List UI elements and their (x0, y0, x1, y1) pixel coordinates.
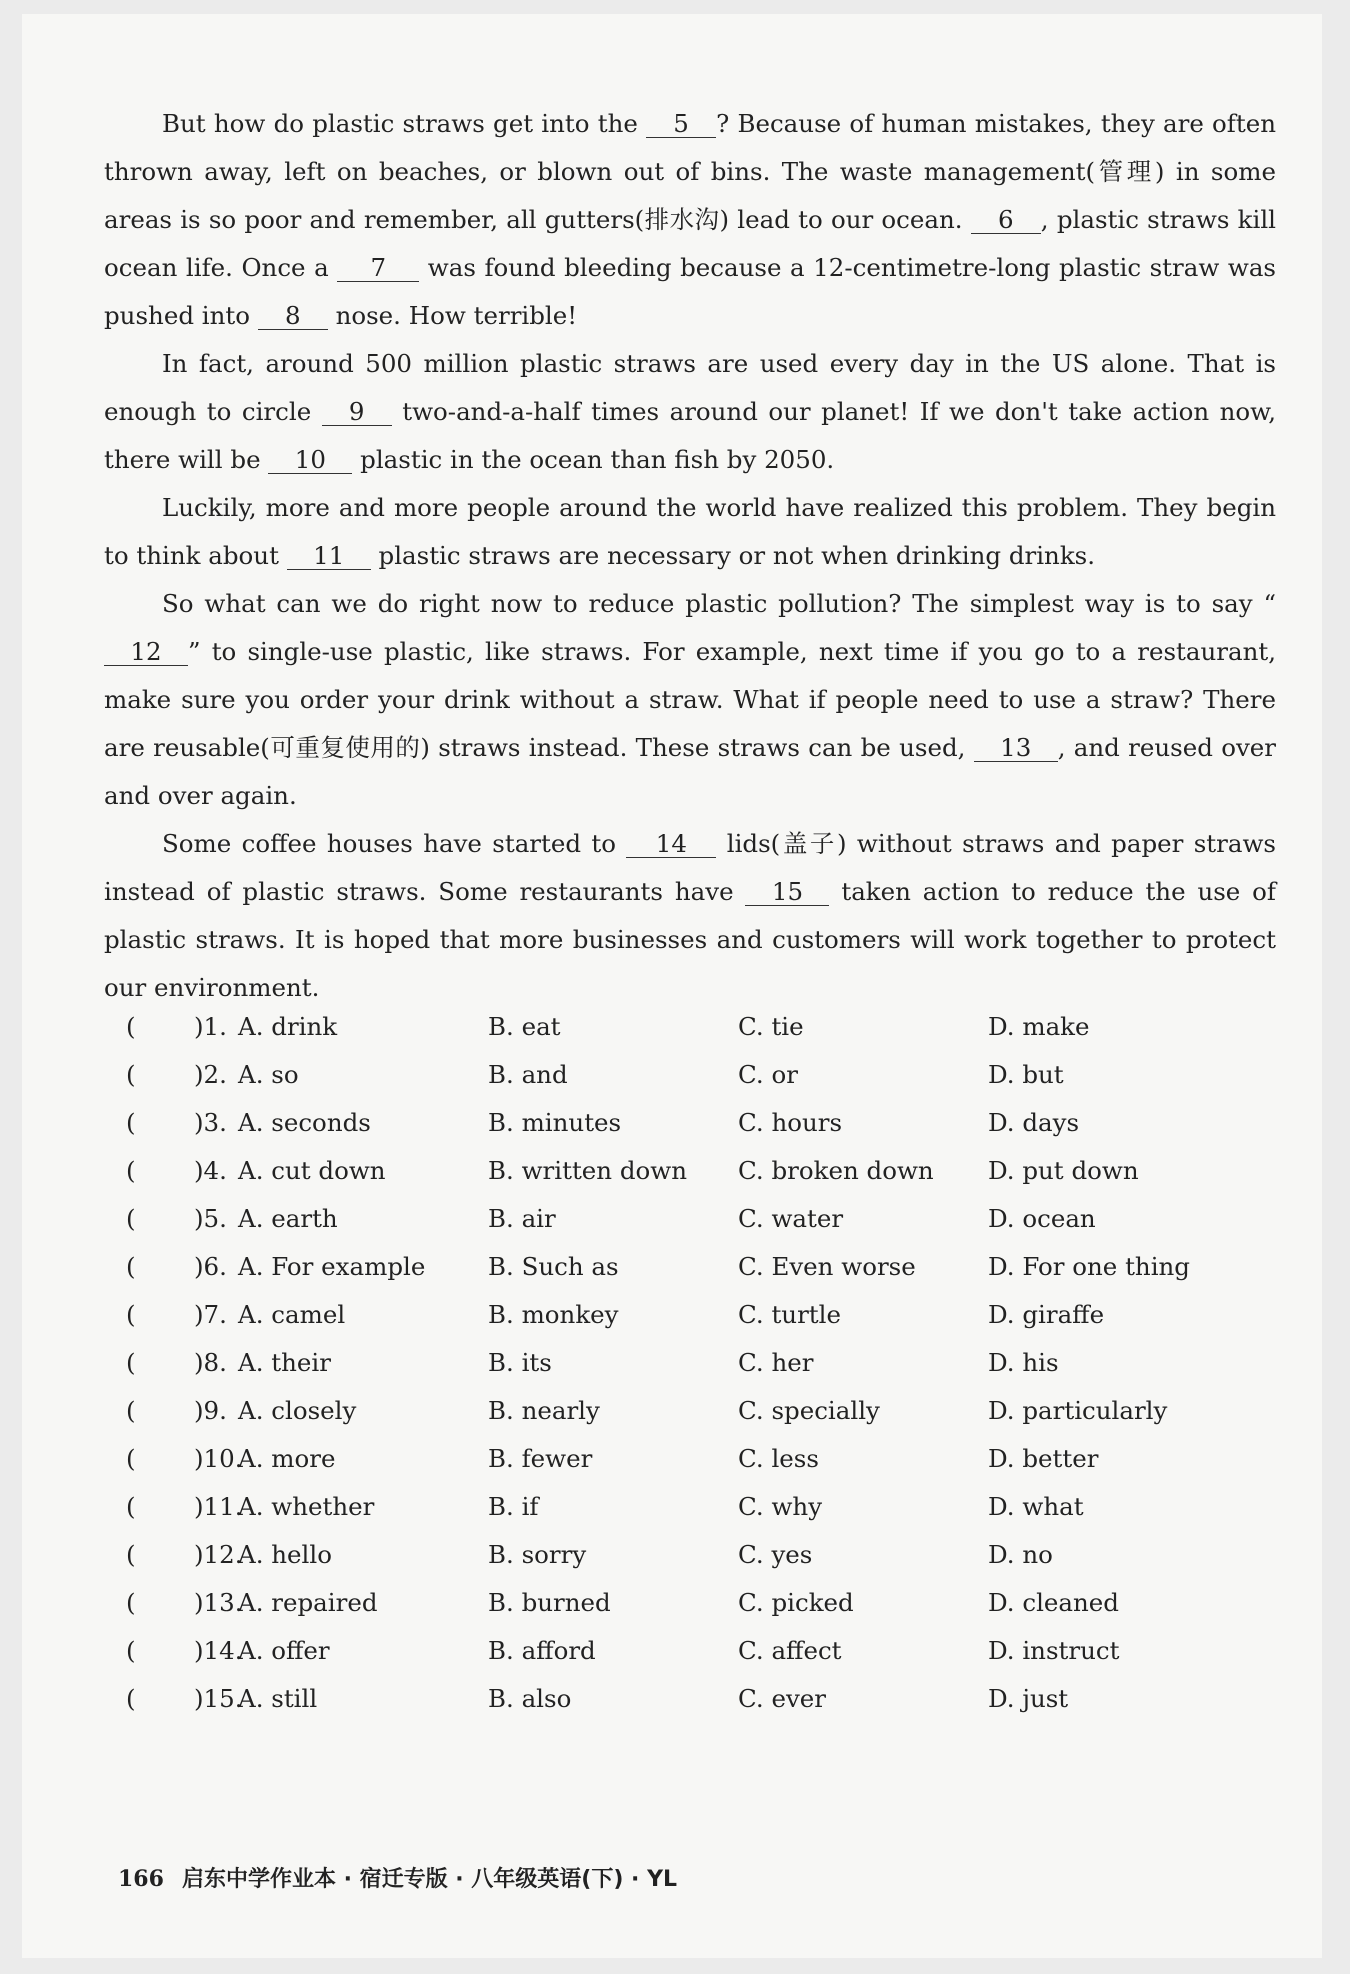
question-row (104, 1348, 1276, 1396)
question-number: )2. (194, 1060, 227, 1089)
question-number: )13. (194, 1588, 243, 1617)
answer-paren: ( (126, 1684, 136, 1713)
answer-blank: 14 (626, 831, 716, 858)
question-number: )12. (194, 1540, 243, 1569)
option-d: D. particularly (988, 1396, 1168, 1425)
question-row (104, 1588, 1276, 1636)
question-number: )14. (194, 1636, 243, 1665)
document-page (22, 14, 1322, 1958)
question-number: )15. (194, 1684, 243, 1713)
question-row (104, 1636, 1276, 1684)
option-c: C. affect (738, 1636, 842, 1665)
question-number: )5. (194, 1204, 227, 1233)
answer-paren: ( (126, 1348, 136, 1377)
option-d: D. just (988, 1684, 1069, 1713)
question-number: )4. (194, 1156, 227, 1185)
option-d: D. his (988, 1348, 1059, 1377)
option-a: A. hello (238, 1540, 332, 1569)
question-number: )9. (194, 1396, 227, 1425)
passage-text: was found bleeding because a 12-centimetre-long plastic straw was pushed into (104, 253, 1276, 330)
option-c: C. ever (738, 1684, 826, 1713)
answer-paren: ( (126, 1492, 136, 1521)
answer-paren: ( (126, 1540, 136, 1569)
option-a: A. whether (238, 1492, 375, 1521)
answer-blank: 15 (745, 879, 829, 906)
question-number: )8. (194, 1348, 227, 1377)
reading-passage (104, 100, 1276, 1012)
option-b: B. burned (488, 1588, 611, 1617)
question-row (104, 1204, 1276, 1252)
question-number: )1. (194, 1012, 227, 1041)
passage-text: ” to single-use plastic, like straws. For example, next time if you go to a restaurant, make sure you order your drink without a straw. What if people need to use a straw? There are reusable(可重复使用的) straws instead. These straws can be used, (104, 637, 1276, 762)
answer-paren: ( (126, 1588, 136, 1617)
option-d: D. For one thing (988, 1252, 1190, 1281)
option-a: A. their (238, 1348, 331, 1377)
option-d: D. make (988, 1012, 1090, 1041)
answer-blank: 9 (322, 399, 392, 426)
question-row (104, 1684, 1276, 1732)
option-d: D. what (988, 1492, 1084, 1521)
option-b: B. its (488, 1348, 552, 1377)
option-a: A. so (238, 1060, 299, 1089)
passage-text: But how do plastic straws get into the (162, 109, 647, 138)
answer-paren: ( (126, 1636, 136, 1665)
option-d: D. but (988, 1060, 1064, 1089)
option-b: B. sorry (488, 1540, 587, 1569)
option-d: D. days (988, 1108, 1080, 1137)
question-options-list (104, 1012, 1276, 1732)
option-c: C. broken down (738, 1156, 934, 1185)
answer-paren: ( (126, 1108, 136, 1137)
question-number: )6. (194, 1252, 227, 1281)
question-row (104, 1012, 1276, 1060)
answer-paren: ( (126, 1204, 136, 1233)
passage-text: taken action to reduce the use of plastic straws. It is hoped that more businesses and customers will work together to protect our environment. (104, 877, 1276, 1002)
option-d: D. cleaned (988, 1588, 1119, 1617)
answer-blank: 10 (268, 447, 352, 474)
passage-text: nose. How terrible! (327, 301, 578, 330)
answer-blank: 13 (974, 735, 1058, 762)
option-c: C. yes (738, 1540, 813, 1569)
option-a: A. cut down (238, 1156, 386, 1185)
answer-paren: ( (126, 1396, 136, 1425)
option-a: A. camel (238, 1300, 346, 1329)
option-b: B. eat (488, 1012, 561, 1041)
option-c: C. Even worse (738, 1252, 916, 1281)
passage-text: So what can we do right now to reduce plastic pollution? The simplest way is to say “ (162, 589, 1276, 618)
answer-blank: 11 (287, 543, 371, 570)
question-number: )10. (194, 1444, 243, 1473)
paragraph (104, 580, 1276, 820)
answer-paren: ( (126, 1012, 136, 1041)
book-title: 启东中学作业本 · 宿迁专版 · 八年级英语(下) · YL (181, 1867, 678, 1892)
answer-paren: ( (126, 1444, 136, 1473)
answer-blank: 8 (258, 303, 328, 330)
option-c: C. specially (738, 1396, 880, 1425)
option-c: C. picked (738, 1588, 854, 1617)
option-d: D. no (988, 1540, 1053, 1569)
option-a: A. more (238, 1444, 336, 1473)
option-b: B. if (488, 1492, 539, 1521)
answer-paren: ( (126, 1300, 136, 1329)
question-number: )7. (194, 1300, 227, 1329)
option-c: C. tie (738, 1012, 804, 1041)
question-row (104, 1540, 1276, 1588)
answer-paren: ( (126, 1060, 136, 1089)
answer-paren: ( (126, 1252, 136, 1281)
passage-text: two-and-a-half times around our planet! If we don't take action now, there will be (104, 397, 1277, 474)
question-number: )11. (194, 1492, 243, 1521)
passage-text: ? Because of human mistakes, they are often thrown away, left on beaches, or blown out of bins. The waste management(管理) in some areas is so poor and remember, all gutters(排水沟) lead to our ocean. (104, 109, 1276, 234)
option-b: B. and (488, 1060, 568, 1089)
option-b: B. fewer (488, 1444, 593, 1473)
option-d: D. ocean (988, 1204, 1096, 1233)
option-b: B. nearly (488, 1396, 600, 1425)
passage-text: Luckily, more and more people around the world have realized this problem. They begin to think about (104, 493, 1276, 570)
option-b: B. monkey (488, 1300, 619, 1329)
option-b: B. Such as (488, 1252, 619, 1281)
question-row (104, 1108, 1276, 1156)
option-d: D. giraffe (988, 1300, 1105, 1329)
answer-blank: 5 (646, 111, 716, 138)
option-a: A. drink (238, 1012, 338, 1041)
option-a: A. For example (238, 1252, 426, 1281)
paragraph (104, 340, 1276, 484)
option-d: D. instruct (988, 1636, 1120, 1665)
question-row (104, 1060, 1276, 1108)
page-footer (118, 1862, 677, 1893)
option-a: A. still (238, 1684, 318, 1713)
answer-blank: 6 (971, 207, 1041, 234)
passage-text: plastic straws are necessary or not when drinking drinks. (370, 541, 1096, 570)
option-c: C. or (738, 1060, 798, 1089)
question-number: )3. (194, 1108, 227, 1137)
question-row (104, 1252, 1276, 1300)
answer-blank: 7 (337, 255, 419, 282)
option-d: D. better (988, 1444, 1099, 1473)
option-c: C. hours (738, 1108, 843, 1137)
passage-text: , plastic straws kill ocean life. Once a (104, 205, 1277, 282)
passage-text: In fact, around 500 million plastic straws are used every day in the US alone. That is enough to circle (104, 349, 1276, 426)
option-a: A. repaired (238, 1588, 378, 1617)
option-b: B. afford (488, 1636, 596, 1665)
question-row (104, 1300, 1276, 1348)
option-c: C. turtle (738, 1300, 841, 1329)
option-a: A. seconds (238, 1108, 371, 1137)
paragraph (104, 100, 1276, 340)
passage-text: plastic in the ocean than fish by 2050. (352, 445, 835, 474)
answer-blank: 12 (104, 639, 188, 666)
option-a: A. earth (238, 1204, 338, 1233)
page-number: 166 (118, 1866, 164, 1892)
question-row (104, 1156, 1276, 1204)
question-row (104, 1396, 1276, 1444)
passage-text: , and reused over and over again. (104, 733, 1276, 810)
answer-paren: ( (126, 1156, 136, 1185)
option-b: B. air (488, 1204, 556, 1233)
option-c: C. less (738, 1444, 819, 1473)
option-b: B. minutes (488, 1108, 622, 1137)
question-row (104, 1492, 1276, 1540)
option-b: B. also (488, 1684, 572, 1713)
option-b: B. written down (488, 1156, 688, 1185)
question-row (104, 1444, 1276, 1492)
option-a: A. closely (238, 1396, 357, 1425)
passage-text: lids(盖子) without straws and paper straws instead of plastic straws. Some restaurants have (104, 829, 1276, 906)
option-c: C. water (738, 1204, 844, 1233)
option-d: D. put down (988, 1156, 1139, 1185)
paragraph (104, 484, 1276, 580)
option-c: C. why (738, 1492, 823, 1521)
option-a: A. offer (238, 1636, 330, 1665)
passage-text: Some coffee houses have started to (162, 829, 627, 858)
paragraph (104, 820, 1276, 1012)
option-c: C. her (738, 1348, 814, 1377)
